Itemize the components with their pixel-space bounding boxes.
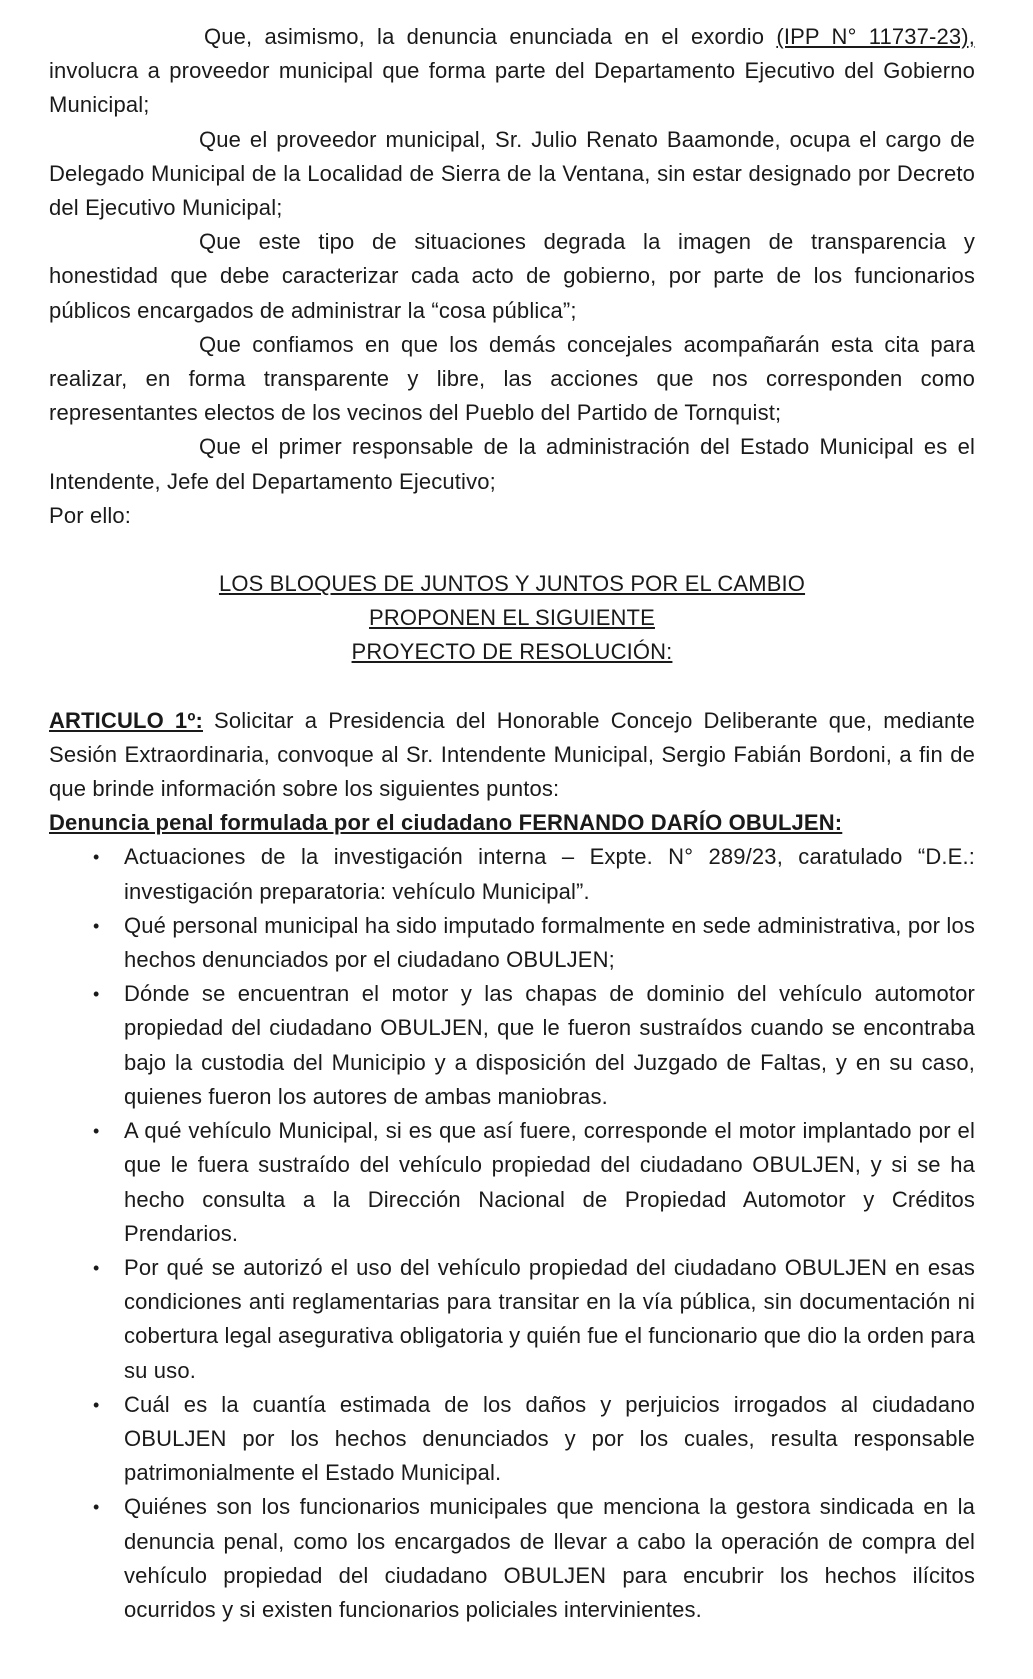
list-item-text: Por qué se autorizó el uso del vehículo propiedad del ciudadano OBULJEN en esas condiciones anti reglamentarias para transitar en la vía pública, sin documentación ni cobertura legal asegurativa obligatoria y quién fue el funcionario que dio la orden para su uso. (124, 1254, 975, 1383)
paragraph-text: involucra a proveedor municipal que forma parte del Departamento Ejecutivo del Gobierno Municipal; (49, 58, 975, 118)
list-item-text: Actuaciones de la investigación interna – Expte. N° 289/23, caratulado “D.E.: investigación preparatoria: vehículo Municipal”. (124, 844, 975, 904)
articulo-1 (49, 704, 975, 807)
heading-line-bloques: LOS BLOQUES DE JUNTOS Y JUNTOS POR EL CAMBIO (218, 571, 806, 597)
list-item-text: Dónde se encuentran el motor y las chapas de dominio del vehículo automotor propiedad del ciudadano OBULJEN, que le fueron sustraídos cuando se encontraba bajo la custodia del Municipio y a disposición del Juzgado de Faltas, y en su caso, quienes fueron los autores de ambas maniobras. (124, 981, 975, 1109)
bullet-icon: • (93, 847, 100, 868)
bullet-icon: • (93, 1497, 100, 1518)
articulo-text: Solicitar a Presidencia del Honorable Concejo Deliberante que, mediante Sesión Extraordinaria, convoque al Sr. Intendente Municipal, Sergio Fabián Bordoni, a fin de que brinde información sobre los siguientes puntos: (49, 707, 975, 802)
list-item (49, 1490, 975, 1627)
document-page (49, 20, 975, 1627)
paragraph-concejales: Que confiamos en que los demás concejales acompañarán esta cita para realizar, en forma transparente y libre, las acciones que nos corresponden como representantes electos de los vecinos del Pueblo del Partido de Tornquist; (49, 331, 975, 426)
paragraph-exordio (49, 20, 975, 123)
bullet-icon: • (93, 1394, 100, 1415)
resolution-heading (49, 567, 975, 670)
list-item (49, 1388, 975, 1491)
denuncia-heading: Denuncia penal formulada por el ciudadano FERNANDO DARÍO OBULJEN: (49, 810, 843, 836)
bullet-icon: • (93, 1121, 100, 1142)
bullet-icon: • (93, 1257, 100, 1278)
paragraph-text: Que, asimismo, la denuncia enunciada en el exordio (204, 24, 777, 49)
por-ello-label: Por ello: (49, 502, 132, 528)
list-item (49, 977, 975, 1114)
bullet-icon: • (93, 915, 100, 936)
list-item-text: A qué vehículo Municipal, si es que así fuere, corresponde el motor implantado por el que le fuera sustraído del vehículo propiedad del ciudadano OBULJEN, y si se ha hecho consulta a la Dirección Nacional de Propiedad Automotor y Créditos Prendarios. (124, 1118, 975, 1246)
points-list (49, 840, 975, 1627)
list-item (49, 1114, 975, 1251)
paragraph-transparencia: Que este tipo de situaciones degrada la imagen de transparencia y honestidad que debe caracterizar cada acto de gobierno, por parte de los funcionarios públicos encargados de administrar la “cosa pública”; (49, 229, 975, 323)
list-item-text: Quiénes son los funcionarios municipales que menciona la gestora sindicada en la denuncia penal, como los encargados de llevar a cabo la operación de compra del vehículo propiedad del ciudadano OBULJEN para encubrir los hechos ilícitos ocurridos y si existen funcionarios policiales intervinientes. (124, 1494, 975, 1622)
articulo-label: ARTICULO 1º: (49, 707, 203, 733)
heading-line-proponen: PROPONEN EL SIGUIENTE (369, 605, 655, 631)
list-item (49, 1251, 975, 1388)
paragraph-proveedor: Que el proveedor municipal, Sr. Julio Renato Baamonde, ocupa el cargo de Delegado Municipal de la Localidad de Sierra de la Ventana, sin estar designado por Decreto del Ejecutivo Municipal; (49, 126, 975, 221)
list-item (49, 909, 975, 977)
paragraph-intendente: Que el primer responsable de la administración del Estado Municipal es el Intendente, Jefe del Departamento Ejecutivo; (49, 434, 975, 494)
list-item (49, 840, 975, 908)
ipp-reference: (IPP N° 11737-23), (776, 24, 976, 49)
bullet-icon: • (93, 984, 100, 1005)
list-item-text: Cuál es la cuantía estimada de los daños y perjuicios irrogados al ciudadano OBULJEN por los hechos denunciados y por los cuales, resulta responsable patrimonialmente el Estado Municipal. (124, 1391, 975, 1486)
heading-line-proyecto: PROYECTO DE RESOLUCIÓN: (351, 639, 673, 665)
list-item-text: Qué personal municipal ha sido imputado formalmente en sede administrativa, por los hechos denunciados por el ciudadano OBULJEN; (124, 912, 975, 973)
